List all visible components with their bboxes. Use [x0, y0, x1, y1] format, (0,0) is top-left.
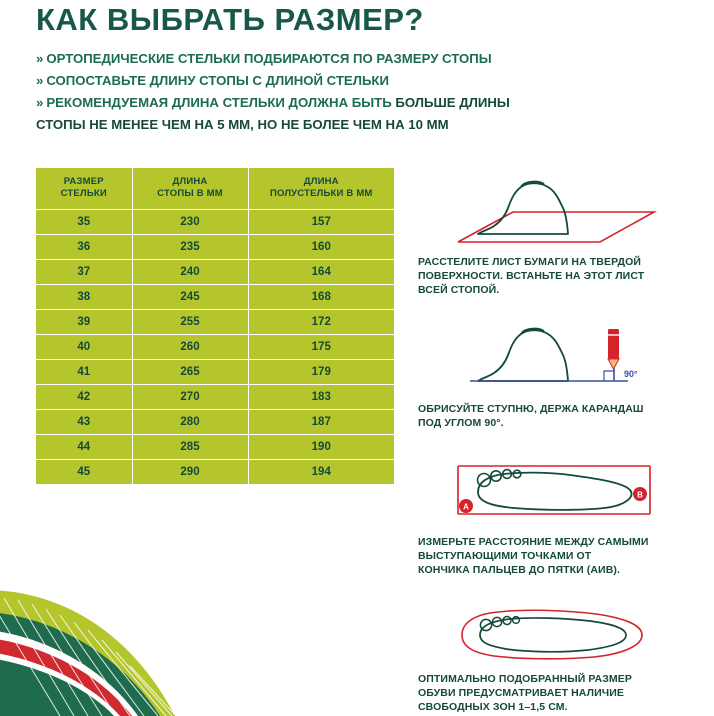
step-2-caption — [418, 402, 686, 430]
table-cell-half-insole-length: 168 — [248, 285, 394, 310]
table-cell-size: 44 — [36, 435, 132, 460]
step-3 — [418, 452, 686, 577]
step-4 — [418, 601, 686, 714]
table-cell-foot-length: 255 — [132, 310, 248, 335]
bullet-marker: » — [36, 51, 44, 66]
table-header-cell — [36, 168, 132, 210]
table-cell-size: 37 — [36, 260, 132, 285]
bullet-text-strong: БОЛЬШЕ ДЛИНЫ — [395, 95, 510, 110]
header-line: ПОЛУСТЕЛЬКИ В ММ — [269, 188, 373, 199]
table-cell-half-insole-length: 179 — [248, 360, 394, 385]
step-4-caption — [418, 672, 686, 714]
bullet-list — [36, 48, 676, 136]
table-cell-half-insole-length: 164 — [248, 260, 394, 285]
bullet-item — [36, 70, 676, 92]
size-table-container — [36, 168, 394, 484]
table-cell-half-insole-length: 190 — [248, 435, 394, 460]
table-row — [36, 210, 394, 235]
step-3-caption — [418, 535, 686, 577]
table-cell-size: 43 — [36, 410, 132, 435]
table-header-cell — [132, 168, 248, 210]
table-row — [36, 310, 394, 335]
angle-label: 90° — [624, 369, 638, 379]
caption-line: ВЫСТУПАЮЩИМИ ТОЧКАМИ ОТ — [418, 550, 592, 562]
step-1-illustration — [418, 170, 686, 255]
table-cell-half-insole-length: 194 — [248, 460, 394, 485]
table-cell-half-insole-length: 172 — [248, 310, 394, 335]
table-cell-half-insole-length: 175 — [248, 335, 394, 360]
table-row — [36, 460, 394, 485]
caption-line: ПОВЕРХНОСТИ. ВСТАНЬТЕ НА ЭТОТ ЛИСТ — [418, 270, 645, 282]
table-row — [36, 335, 394, 360]
bullet-text: СТОПЫ НЕ МЕНЕЕ ЧЕМ НА 5 ММ, НО НЕ БОЛЕЕ ЧЕМ НА 10 ММ — [36, 117, 449, 132]
table-cell-half-insole-length: 160 — [248, 235, 394, 260]
table-cell-foot-length: 290 — [132, 460, 248, 485]
step-2 — [418, 319, 686, 430]
table-row — [36, 285, 394, 310]
header-line: СТОПЫ В ММ — [157, 188, 223, 199]
caption-line: ИЗМЕРЬТЕ РАССТОЯНИЕ МЕЖДУ САМЫМИ — [418, 536, 649, 548]
table-row — [36, 260, 394, 285]
table-header-cell — [248, 168, 394, 210]
bullet-item — [36, 92, 676, 114]
table-cell-foot-length: 285 — [132, 435, 248, 460]
table-cell-size: 39 — [36, 310, 132, 335]
page-title: КАК ВЫБРАТЬ РАЗМЕР? — [36, 2, 424, 37]
foot-on-paper-icon — [418, 170, 686, 250]
caption-line: РАССТЕЛИТЕ ЛИСТ БУМАГИ НА ТВЕРДОЙ — [418, 256, 642, 268]
bullet-text: РЕКОМЕНДУЕМАЯ ДЛИНА СТЕЛЬКИ ДОЛЖНА БЫТЬ — [46, 95, 396, 110]
table-cell-foot-length: 240 — [132, 260, 248, 285]
table-cell-half-insole-length: 183 — [248, 385, 394, 410]
caption-line: КОНЧИКА ПАЛЬЦЕВ ДО ПЯТКИ (АИВ). — [418, 564, 621, 576]
bullet-text: СОПОСТАВЬТЕ ДЛИНУ СТОПЫ С ДЛИНОЙ СТЕЛЬКИ — [46, 73, 389, 88]
step-3-illustration — [418, 452, 686, 535]
caption-line: ПОД УГЛОМ 90°. — [418, 417, 504, 429]
table-cell-foot-length: 280 — [132, 410, 248, 435]
table-cell-foot-length: 270 — [132, 385, 248, 410]
step-4-illustration — [418, 601, 686, 672]
header-line: СТЕЛЬКИ — [60, 188, 107, 199]
caption-line: ОБУВИ ПРЕДУСМАТРИВАЕТ НАЛИЧИЕ — [418, 687, 624, 699]
step-2-illustration — [418, 319, 686, 402]
table-row — [36, 385, 394, 410]
size-table — [36, 168, 394, 484]
table-header-row — [36, 168, 394, 210]
caption-line: ОБРИСУЙТЕ СТУПНЮ, ДЕРЖА КАРАНДАШ — [418, 403, 644, 415]
table-row — [36, 235, 394, 260]
table-row — [36, 360, 394, 385]
bullet-marker: » — [36, 95, 44, 110]
bullet-text: ОРТОПЕДИЧЕСКИЕ СТЕЛЬКИ ПОДБИРАЮТСЯ ПО РАЗМЕРУ СТОПЫ — [46, 51, 492, 66]
table-cell-foot-length: 230 — [132, 210, 248, 235]
step-1 — [418, 170, 686, 297]
table-cell-size: 45 — [36, 460, 132, 485]
table-row — [36, 435, 394, 460]
header-line: РАЗМЕР — [63, 176, 104, 187]
table-cell-foot-length: 265 — [132, 360, 248, 385]
step-1-caption — [418, 255, 686, 297]
foot-measure-icon — [418, 452, 686, 530]
caption-line: ОПТИМАЛЬНО ПОДОБРАННЫЙ РАЗМЕР — [418, 673, 632, 685]
bullet-item — [36, 114, 676, 136]
header-line: ДЛИНА — [303, 176, 339, 187]
table-cell-foot-length: 245 — [132, 285, 248, 310]
table-cell-size: 41 — [36, 360, 132, 385]
caption-line: ВСЕЙ СТОПОЙ. — [418, 284, 500, 296]
pencil-tracing-icon — [418, 319, 686, 397]
bullet-marker: » — [36, 73, 44, 88]
steps-column — [418, 170, 686, 714]
header-line: ДЛИНА — [172, 176, 208, 187]
foot-in-shoe-icon — [418, 601, 686, 667]
table-cell-size: 40 — [36, 335, 132, 360]
table-row — [36, 410, 394, 435]
table-cell-foot-length: 235 — [132, 235, 248, 260]
caption-line: СВОБОДНЫХ ЗОН 1–1,5 СМ. — [418, 701, 568, 713]
point-a-label: A — [463, 502, 469, 512]
point-b-label: B — [637, 490, 643, 500]
table-cell-size: 36 — [36, 235, 132, 260]
table-cell-foot-length: 260 — [132, 335, 248, 360]
table-cell-size: 42 — [36, 385, 132, 410]
table-cell-size: 35 — [36, 210, 132, 235]
bullet-item — [36, 48, 676, 70]
decorative-swoosh — [0, 526, 300, 716]
table-cell-half-insole-length: 187 — [248, 410, 394, 435]
table-cell-half-insole-length: 157 — [248, 210, 394, 235]
table-cell-size: 38 — [36, 285, 132, 310]
